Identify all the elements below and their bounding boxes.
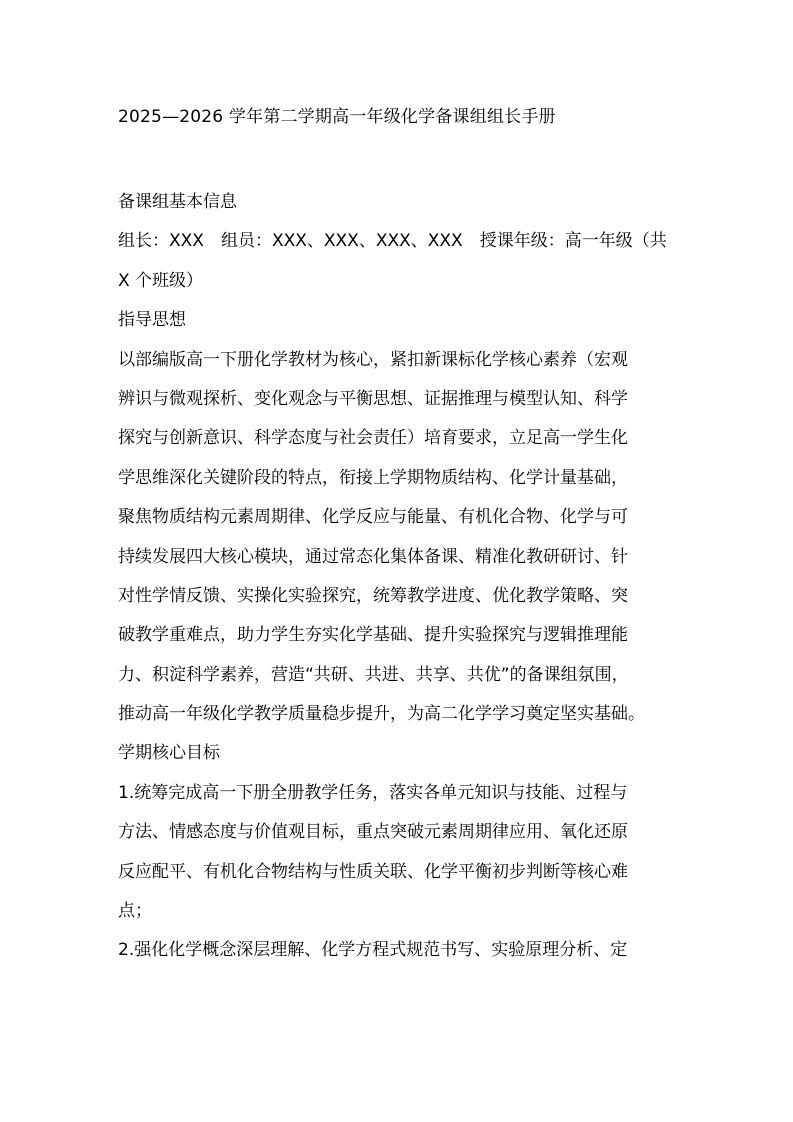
paragraph-line: 探究与创新意识、科学态度与社会责任）培育要求，立足高一学生化	[118, 428, 628, 449]
section-heading-core-goals: 学期核心目标	[118, 743, 220, 764]
basic-info-line: 组长：XXX 组员：XXX、XXX、XXX、XXX 授课年级：高一年级（共	[118, 231, 667, 252]
section-heading-basic-info: 备课组基本信息	[118, 192, 237, 212]
paragraph-line: 推动高一年级化学教学质量稳步提升，为高二化学学习奠定坚实基础。	[118, 704, 645, 725]
paragraph-line: 力、积淀科学素养，营造“共研、共进、共享、共优”的备课组氛围，	[118, 664, 629, 685]
goal-line: 反应配平、有机化合物结构与性质关联、化学平衡初步判断等核心难	[118, 861, 628, 882]
goal-line: 方法、情感态度与价值观目标，重点突破元素周期律应用、氧化还原	[118, 822, 628, 843]
paragraph-line: 学思维深化关键阶段的特点，衔接上学期物质结构、化学计量基础，	[118, 467, 628, 488]
paragraph-line: 以部编版高一下册化学教材为核心，紧扣新课标化学核心素养（宏观	[118, 349, 628, 370]
document-body	[118, 183, 680, 971]
section-heading-guiding-idea: 指导思想	[118, 310, 186, 331]
paragraph-line: 聚焦物质结构元素周期律、化学反应与能量、有机化合物、化学与可	[118, 507, 628, 528]
paragraph-line: 对性学情反馈、实操化实验探究，统筹教学进度、优化教学策略、突	[118, 585, 628, 606]
goal-line: 点；	[118, 901, 152, 922]
paragraph-line: 持续发展四大核心模块，通过常态化集体备课、精准化教研研讨、针	[118, 546, 628, 567]
paragraph-line: 辨识与微观探析、变化观念与平衡思想、证据推理与模型认知、科学	[118, 388, 628, 409]
basic-info-line: X 个班级）	[118, 270, 204, 291]
goal-line: 1.统筹完成高一下册全册教学任务，落实各单元知识与技能、过程与	[118, 782, 628, 803]
goal-line: 2.强化化学概念深层理解、化学方程式规范书写、实验原理分析、定	[118, 940, 628, 961]
document-title: 2025—2026 学年第二学期高一年级化学备课组组长手册	[118, 107, 556, 127]
paragraph-line: 破教学重难点，助力学生夯实化学基础、提升实验探究与逻辑推理能	[118, 625, 628, 646]
